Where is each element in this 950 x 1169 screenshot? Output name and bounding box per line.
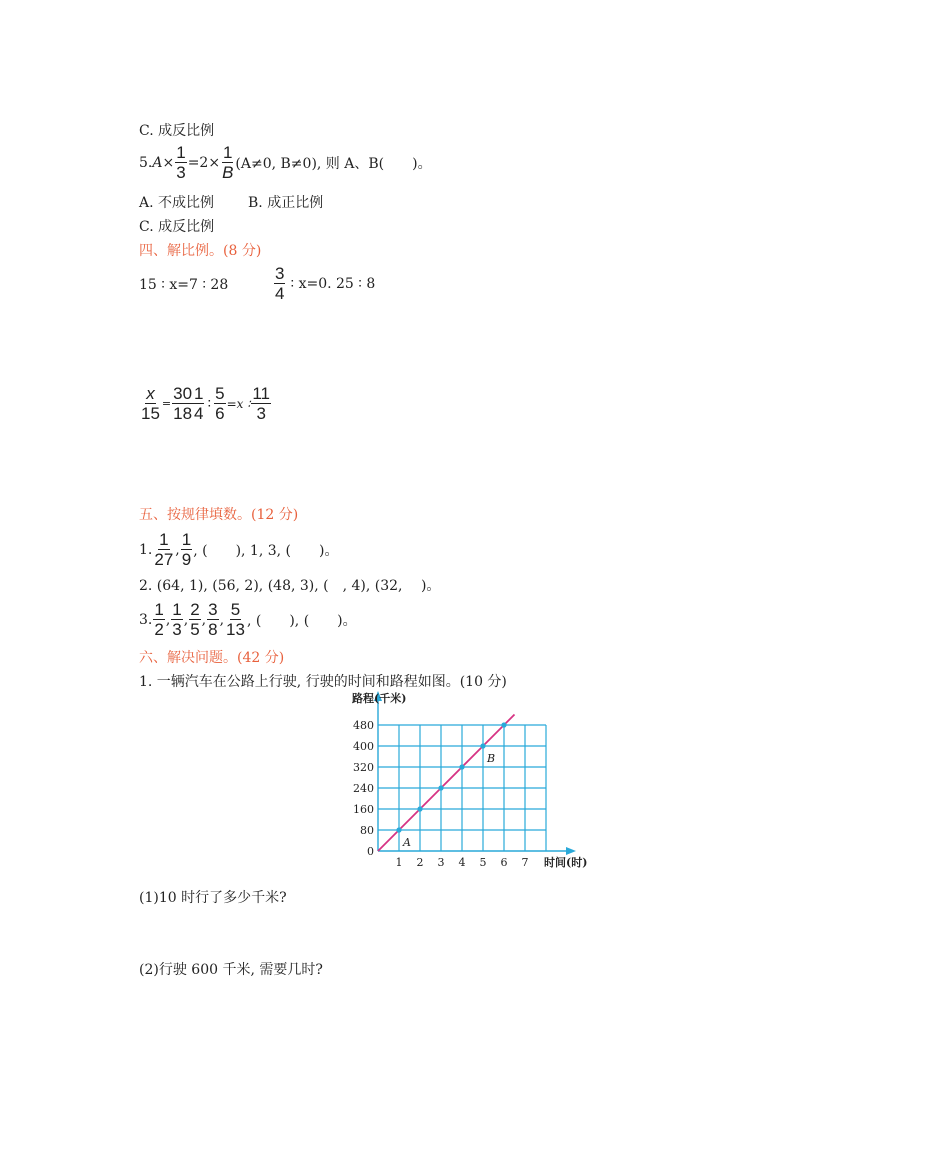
pq3-fraction: $\frac{5}{13}$ [226, 600, 245, 639]
proportion-4-mid: =x ∶ [226, 396, 251, 411]
x-axis-arrow [566, 847, 576, 855]
pq1-fraction-2: $\frac{1}{9}$ [181, 530, 192, 569]
y-tick-label: 400 [353, 740, 374, 753]
data-point [396, 827, 401, 832]
question-5 [139, 143, 432, 182]
proportion-3-equals: = [161, 397, 172, 410]
q5-condition: (A≠0, B≠0), 则 A、B( )。 [235, 155, 432, 172]
sub-question-1: (1)10 时行了多少千米? [139, 890, 287, 906]
x-tick-label: 7 [521, 856, 529, 869]
q5-fraction-2: $\frac{1}{B}$ [222, 143, 234, 182]
proportion-4-ratio: ∶ [207, 395, 212, 412]
pq3-fraction: $\frac{2}{5}$ [190, 600, 200, 639]
section-4-heading: 四、解比例。(8 分) [139, 243, 262, 259]
y-axis-label: 路程(千米) [352, 692, 407, 705]
proportion-4-fraction-2: $\frac{5}{6}$ [215, 384, 225, 423]
proportion-4-fraction-1: $\frac{1}{4}$ [194, 384, 204, 423]
pq3-prefix: 3. [139, 611, 153, 628]
proportion-4 [192, 384, 272, 423]
pattern-question-3: 3. $\frac{1}{2}$ , $\frac{1}{3}$ , $\frac{2}{5}$ , $\frac{3}{8}$ , $\frac{5}{13}$ , ( ), ( )。 [139, 600, 357, 639]
y-tick-label: 480 [353, 719, 374, 732]
pq1-separator: , [175, 541, 180, 558]
proportion-2-fraction: $\frac{3}{4}$ [275, 264, 285, 303]
q5-option-c: C. 成反比例 [139, 219, 215, 235]
q5-option-b: B. 成正比例 [248, 195, 324, 211]
proportion-3-fraction-1: $\frac{x}{15}$ [141, 384, 160, 423]
proportion-3-fraction-2: $\frac{30}{18}$ [173, 384, 193, 423]
proportion-1: 15 ∶ x=7 ∶ 28 [139, 277, 229, 293]
pq3-fraction: $\frac{3}{8}$ [208, 600, 218, 639]
pq3-rest: , ( ), ( )。 [246, 612, 357, 629]
data-point [480, 743, 485, 748]
pq1-fraction-1: $\frac{1}{27}$ [154, 530, 174, 569]
proportion-3 [139, 384, 194, 423]
q5-equals: =2 [187, 154, 209, 171]
x-tick-label: 4 [458, 856, 466, 869]
data-point [417, 806, 422, 811]
x-axis-label: 时间(时) [544, 856, 588, 869]
distance-time-chart [340, 688, 610, 876]
proportion-2-rest: ∶ x=0. 25 ∶ 8 [290, 275, 376, 292]
data-point [459, 764, 464, 769]
point-label: B [487, 752, 496, 765]
x-tick-label: 6 [500, 856, 508, 869]
x-tick-label: 1 [395, 856, 403, 869]
q5-var-a: A [152, 154, 163, 171]
point-label: A [403, 836, 411, 849]
data-point [501, 722, 506, 727]
x-tick-label: 5 [479, 856, 487, 869]
q4-option-c: C. 成反比例 [139, 123, 215, 139]
q5-fraction-1: $\frac{1}{3}$ [176, 143, 186, 182]
q5-prefix: 5. [139, 154, 153, 171]
proportion-4-fraction-3: $\frac{11}{3}$ [252, 384, 271, 423]
pattern-question-1 [139, 530, 338, 569]
section-5-heading: 五、按规律填数。(12 分) [139, 507, 299, 523]
q5-times-1: × [162, 154, 175, 171]
proportion-2 [273, 264, 375, 303]
pq3-fraction: $\frac{1}{2}$ [154, 600, 164, 639]
pq3-fraction: $\frac{1}{3}$ [172, 600, 182, 639]
pq1-rest: , ( ), 1, 3, ( )。 [193, 542, 339, 559]
q5-times-2: × [208, 154, 221, 171]
y-tick-label: 80 [360, 824, 374, 837]
y-tick-label: 240 [353, 782, 374, 795]
section-6-heading: 六、解决问题。(42 分) [139, 650, 285, 666]
y-tick-label: 0 [367, 845, 374, 858]
x-tick-label: 3 [437, 856, 445, 869]
pattern-question-2: 2. (64, 1), (56, 2), (48, 3), ( , 4), (32, )。 [139, 578, 441, 594]
sub-question-2: (2)行驶 600 千米, 需要几时? [139, 962, 323, 978]
problem-1: 1. 一辆汽车在公路上行驶, 行驶的时间和路程如图。(10 分) [139, 674, 507, 690]
pq1-prefix: 1. [139, 541, 153, 558]
y-tick-label: 160 [353, 803, 374, 816]
data-point [438, 785, 443, 790]
q5-option-a: A. 不成比例 [139, 195, 215, 211]
x-tick-label: 2 [416, 856, 424, 869]
y-tick-label: 320 [353, 761, 374, 774]
